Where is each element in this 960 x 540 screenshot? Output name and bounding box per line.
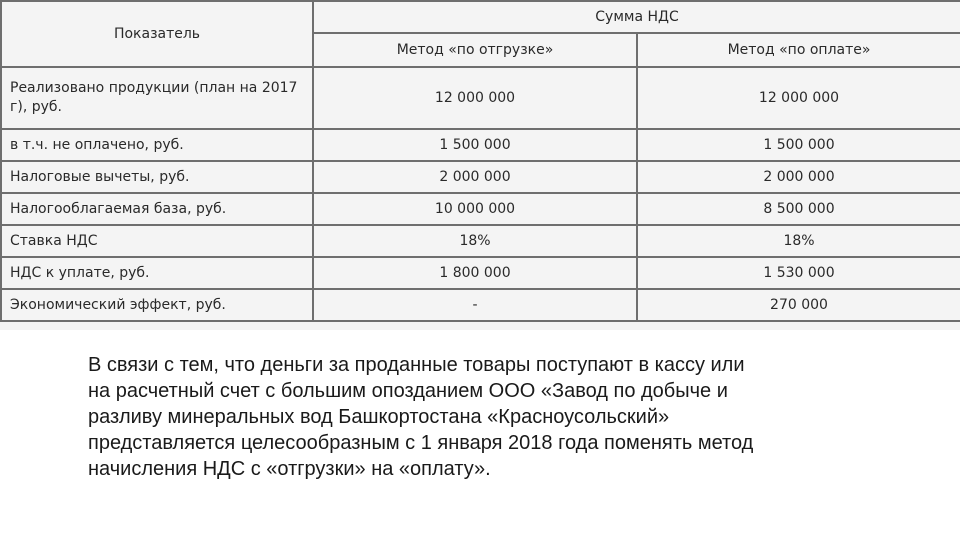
row-value-payment: 8 500 000 <box>637 193 960 225</box>
row-label: Налоговые вычеты, руб. <box>1 161 313 193</box>
row-value-payment: 1 530 000 <box>637 257 960 289</box>
paragraph-line: В связи с тем, что деньги за проданные товары поступают в кассу или <box>88 354 745 376</box>
row-value-payment: 270 000 <box>637 289 960 321</box>
row-value-payment: 1 500 000 <box>637 129 960 161</box>
row-label: Экономический эффект, руб. <box>1 289 313 321</box>
row-label: в т.ч. не оплачено, руб. <box>1 129 313 161</box>
row-value-shipment: - <box>313 289 637 321</box>
paragraph-line: разливу минеральных вод Башкортостана «Красноусольский» <box>88 406 670 428</box>
header-vat-sum: Сумма НДС <box>313 1 960 33</box>
row-value-shipment: 2 000 000 <box>313 161 637 193</box>
row-label: НДС к уплате, руб. <box>1 257 313 289</box>
row-label: Налогооблагаемая база, руб. <box>1 193 313 225</box>
header-method-payment: Метод «по оплате» <box>637 33 960 67</box>
row-value-shipment: 12 000 000 <box>313 67 637 129</box>
conclusion-paragraph <box>88 352 918 482</box>
table-row <box>1 225 960 257</box>
header-method-shipment: Метод «по отгрузке» <box>313 33 637 67</box>
paragraph-line: начисления НДС с «отгрузки» на «оплату». <box>88 458 491 480</box>
table-row <box>1 129 960 161</box>
table-header-row <box>1 1 960 33</box>
paragraph-line: представляется целесообразным с 1 января 2018 года поменять метод <box>88 432 754 454</box>
row-value-shipment: 18% <box>313 225 637 257</box>
row-value-shipment: 1 500 000 <box>313 129 637 161</box>
paragraph-line: на расчетный счет с большим опозданием ООО «Завод по добыче и <box>88 380 728 402</box>
row-value-payment: 12 000 000 <box>637 67 960 129</box>
table-row <box>1 67 960 129</box>
row-value-shipment: 1 800 000 <box>313 257 637 289</box>
table-row <box>1 257 960 289</box>
table-row <box>1 161 960 193</box>
row-label: Ставка НДС <box>1 225 313 257</box>
table-row <box>1 289 960 321</box>
row-value-shipment: 10 000 000 <box>313 193 637 225</box>
table-row <box>1 193 960 225</box>
row-value-payment: 18% <box>637 225 960 257</box>
row-label: Реализовано продукции (план на 2017 г), руб. <box>1 67 313 129</box>
row-value-payment: 2 000 000 <box>637 161 960 193</box>
header-indicator: Показатель <box>1 1 313 67</box>
